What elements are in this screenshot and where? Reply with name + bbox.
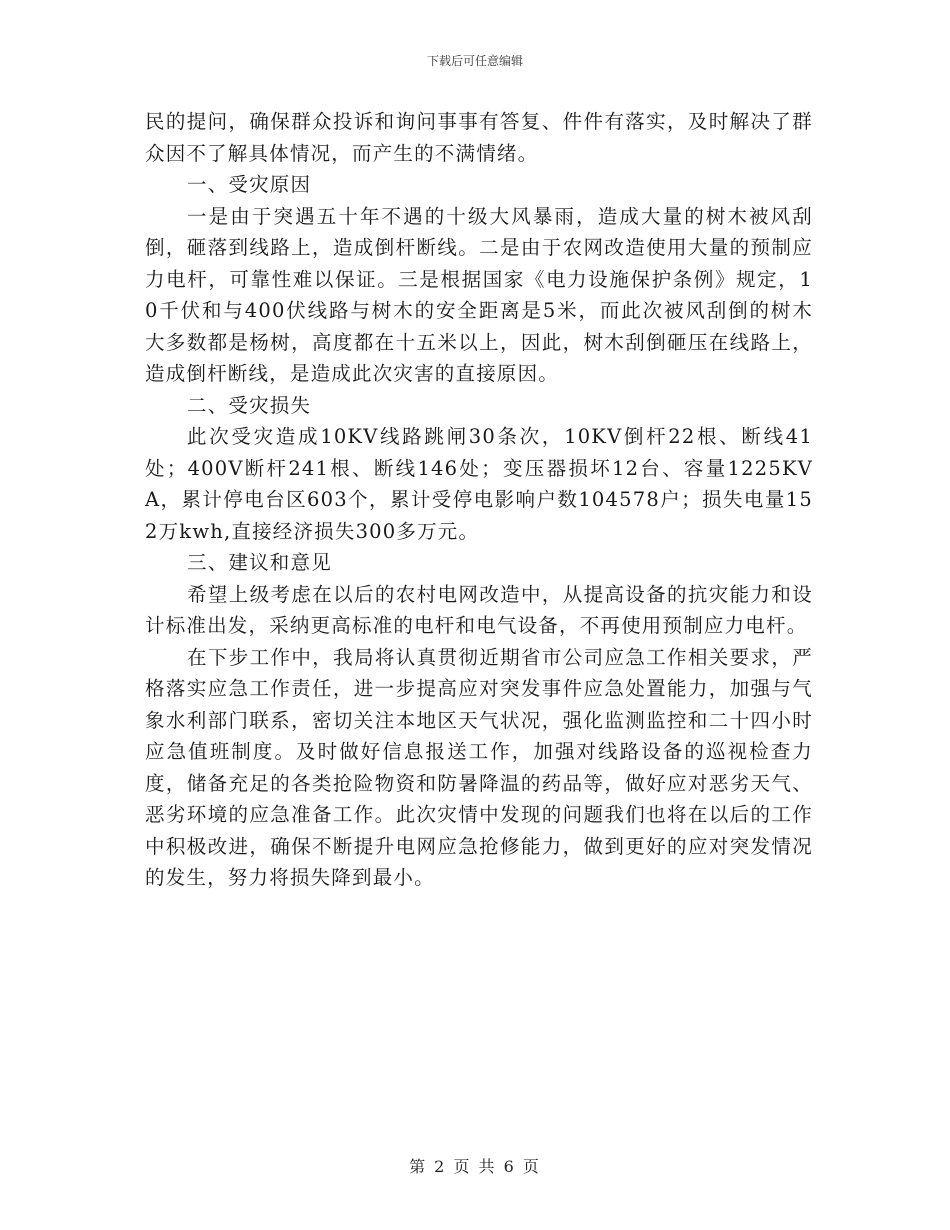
paragraph-losses: 此次受灾造成10KV线路跳闸30条次，10KV倒杆22根、断线41处；400V断杆241根、断线146处；变压器损坏12台、容量1225KVA，累计停电台区603个，累计受停电影响户数104578户；损失电量152万kwh,直接经济损失300多万元。	[145, 425, 813, 543]
paragraph-suggestions: 希望上级考虑在以后的农村电网改造中，从提高设备的抗灾能力和设计标准出发，采纳更高标准的电杆和电气设备，不再使用预制应力电杆。	[145, 582, 813, 637]
page-header: 下载后可任意编辑	[426, 54, 523, 68]
document-body	[145, 106, 813, 894]
paragraph-next-steps: 在下步工作中，我局将认真贯彻近期省市公司应急工作相关要求，严格落实应急工作责任，进一步提高应对突发事件应急处置能力，加强与气象水利部门联系，密切关注本地区天气状况，强化监测监控和二十四小时应急值班制度。及时做好信息报送工作，加强对线路设备的巡视检查力度，储备充足的各类抢险物资和防暑降温的药品等，做好应对恶劣天气、恶劣环境的应急准备工作。此次灾情中发现的问题我们也将在以后的工作中积极改进，确保不断提升电网应急抢修能力，做到更好的应对突发情况的发生，努力将损失降到最小。	[145, 645, 813, 889]
section-heading-losses: 二、受灾损失	[187, 393, 312, 417]
paragraph-causes: 一是由于突遇五十年不遇的十级大风暴雨，造成大量的树木被风刮倒，砸落到线路上，造成倒杆断线。二是由于农网改造使用大量的预制应力电杆，可靠性难以保证。三是根据国家《电力设施保护条例》规定，10千伏和与400伏线路与树木的安全距离是5米，而此次被风刮倒的树木大多数都是杨树，高度都在十五米以上，因此，树木刮倒砸压在线路上，造成倒杆断线，是造成此次灾害的直接原因。	[145, 204, 813, 385]
section-heading-suggestions: 三、建议和意见	[187, 551, 332, 574]
paragraph-continuation: 民的提问，确保群众投诉和询问事事有答复、件件有落实，及时解决了群众因不了解具体情况，而产生的不满情绪。	[145, 110, 813, 165]
section-heading-causes: 一、受灾原因	[187, 173, 312, 196]
page-number-footer: 第 2 页 共 6 页	[409, 1157, 541, 1176]
